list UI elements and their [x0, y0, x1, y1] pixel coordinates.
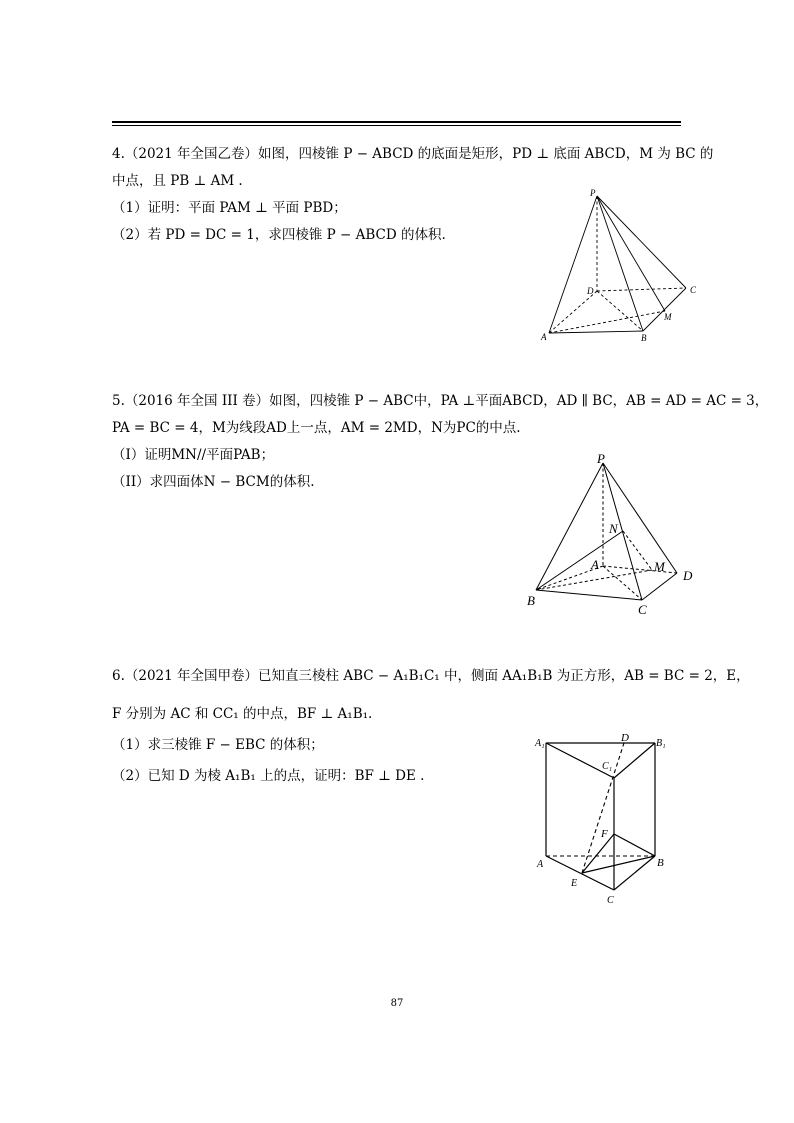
label-N: N [609, 521, 618, 536]
header-rule-bottom [112, 125, 681, 126]
label-D: D [621, 732, 629, 744]
problem-6-figure [525, 728, 675, 908]
label-B: B [657, 857, 664, 869]
label-C: C [638, 602, 647, 617]
problem-4-part-2: （2）若 PD = DC = 1，求四棱锥 P − ABCD 的体积. [112, 227, 446, 243]
label-B: B [527, 593, 535, 608]
label-P: P [597, 451, 605, 466]
label-A1: A₁ [535, 738, 545, 749]
label-C1: C₁ [602, 761, 613, 772]
header-rule-top [112, 121, 681, 123]
label-B1: B₁ [656, 738, 666, 749]
label-F: F [601, 828, 608, 840]
label-B: B [641, 333, 647, 343]
problem-6-part-2: （2）已知 D 为棱 A₁B₁ 上的点，证明：BF ⊥ DE . [112, 768, 425, 784]
label-D: D [587, 286, 594, 296]
label-C: C [690, 285, 697, 295]
label-E: E [571, 878, 578, 889]
problem-6-line-2: F 分别为 AC 和 CC₁ 的中点，BF ⊥ A₁B₁. [112, 706, 373, 722]
label-A: A [591, 557, 599, 572]
problem-5-line-2: PA = BC = 4，M为线段AD上一点，AM = 2MD，N为PC的中点. [112, 420, 521, 436]
label-M: M [654, 559, 665, 574]
label-A: A [537, 859, 544, 870]
problem-5-part-2: （II）求四面体N − BCM的体积. [112, 474, 315, 490]
problem-5-part-1: （I）证明MN//平面PAB； [112, 447, 275, 463]
problem-4-figure [530, 182, 710, 352]
problem-6-line-1: 6.（2021 年全国甲卷）已知直三棱柱 ABC − A₁B₁C₁ 中，侧面 AA₁B₁B 为正方形，AB = BC = 2，E， [112, 668, 750, 684]
problem-4-line-1: 4.（2021 年全国乙卷）如图，四棱锥 P − ABCD 的底面是矩形，PD ⊥ 底面 ABCD，M 为 BC 的 [112, 146, 714, 162]
page-number: 87 [390, 998, 404, 1009]
label-D: D [683, 568, 693, 583]
problem-5-figure [515, 445, 710, 620]
problem-4-part-1: （1）证明：平面 PAM ⊥ 平面 PBD； [112, 200, 347, 216]
problem-6-part-1: （1）求三棱锥 F − EBC 的体积； [112, 737, 324, 753]
label-P: P [590, 188, 596, 198]
problem-4-line-2: 中点，且 PB ⊥ AM . [112, 173, 243, 189]
problem-5-line-1: 5.（2016 年全国 III 卷）如图，四棱锥 P − ABC中，PA ⊥平面ABCD，AD ∥ BC，AB = AD = AC = 3， [112, 393, 769, 409]
label-C: C [607, 895, 614, 906]
label-M: M [664, 312, 672, 322]
label-A: A [541, 332, 547, 342]
